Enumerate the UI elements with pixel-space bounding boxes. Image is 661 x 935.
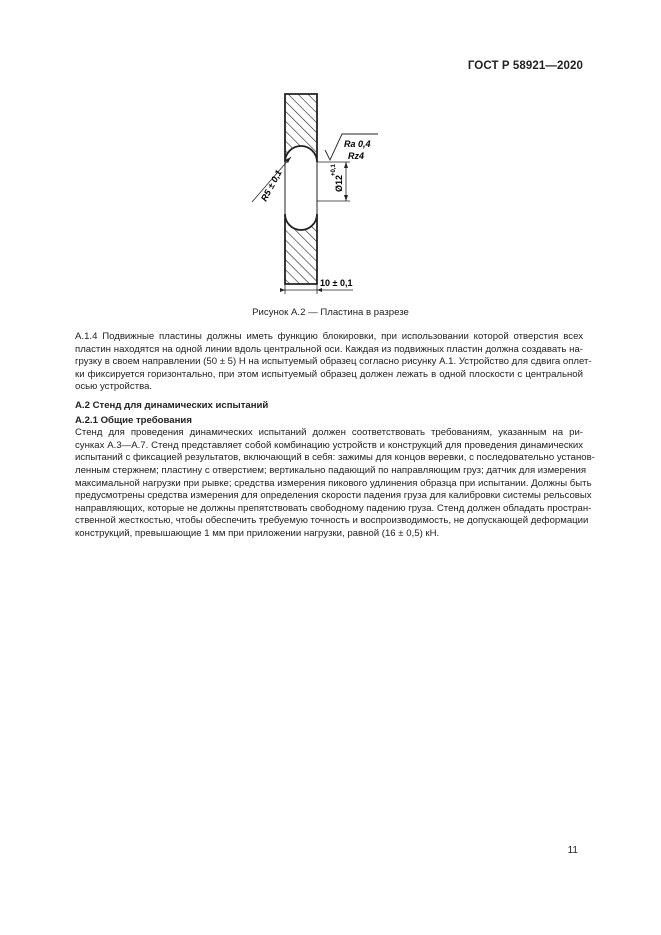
paragraph-line: осью устройства. [75, 381, 153, 393]
diameter-tolerance: +0,1 [331, 164, 337, 176]
standard-number: ГОСТ Р 58921—2020 [467, 60, 583, 72]
paragraph-line: пластин находятся на одной линии вдоль центральной оси. Каждая из подвижных пластин должна создавать на- [75, 343, 583, 355]
figure-caption: Рисунок А.2 — Пластина в разрезе [252, 307, 409, 318]
paragraph-line: грузку в своем направлении (50 ± 5) Н на испытуемый образец согласно рисунку А.1. Устройство для сдвига оплет- [75, 356, 592, 368]
roughness-ra-label: Ra 0,4 [344, 139, 371, 149]
paragraph-line: ственной жесткостью, чтобы обеспечить требуемую точность и воспроизводимость, не допускающей деформации [75, 515, 589, 527]
page-number: 11 [567, 845, 578, 856]
roughness-rz-label: Rz4 [348, 151, 365, 161]
paragraph-line: испытаний с фиксацией результатов, включающий в себя: зажимы для концов веревки, с последовательно установ- [75, 452, 595, 464]
diameter-label: Ø12 [334, 174, 344, 192]
plate-upper-section [285, 94, 317, 162]
section-heading: А.2 Стенд для динамических испытаний [75, 400, 269, 411]
paragraph-line: ленным стержнем; пластину с отверстием; вертикально падающий по направляющим груз; датчик для измерения [75, 464, 587, 476]
paragraph-line: Стенд для проведения динамических испытаний должен соответствовать требованиям, указанным на ри- [75, 427, 583, 439]
paragraph-line: направляющих, которые не должны препятствовать свободному падению груза. Стенд должен обладать простран- [75, 502, 592, 514]
paragraph-line: максимальной нагрузки при рывке; средства измерения пикового удлинения образца при испытании. Должны быть [75, 477, 592, 489]
paragraph-line: предусмотрены средства измерения для определения скорости падения груза для калибровки системы рельсовых [75, 490, 592, 502]
paragraph-line: ки фиксируется горизонтально, при этом испытуемый образец должен лежать в одной плоскости с центральной [75, 368, 583, 380]
paragraph-line: конструкций, превышающие 1 мм при приложении нагрузки, равной (16 ± 0,5) кН. [75, 527, 440, 539]
section-a14 [75, 331, 592, 394]
section-a2 [75, 400, 595, 541]
thickness-label: 10 ± 0,1 [320, 278, 353, 288]
subsection-heading: А.2.1 Общие требования [75, 414, 192, 426]
plate-lower-section [285, 214, 317, 284]
plate-section-figure [228, 84, 408, 299]
paragraph-line: А.1.4 Подвижные пластины должны иметь функцию блокировки, при использовании которой отверстия всех [75, 331, 583, 342]
radius-label: R5 ± 0,1 [258, 168, 284, 203]
paragraph-line: сунках А.3—А.7. Стенд представляет собой комбинацию устройств и конструкций для проведения динамических [75, 439, 583, 451]
